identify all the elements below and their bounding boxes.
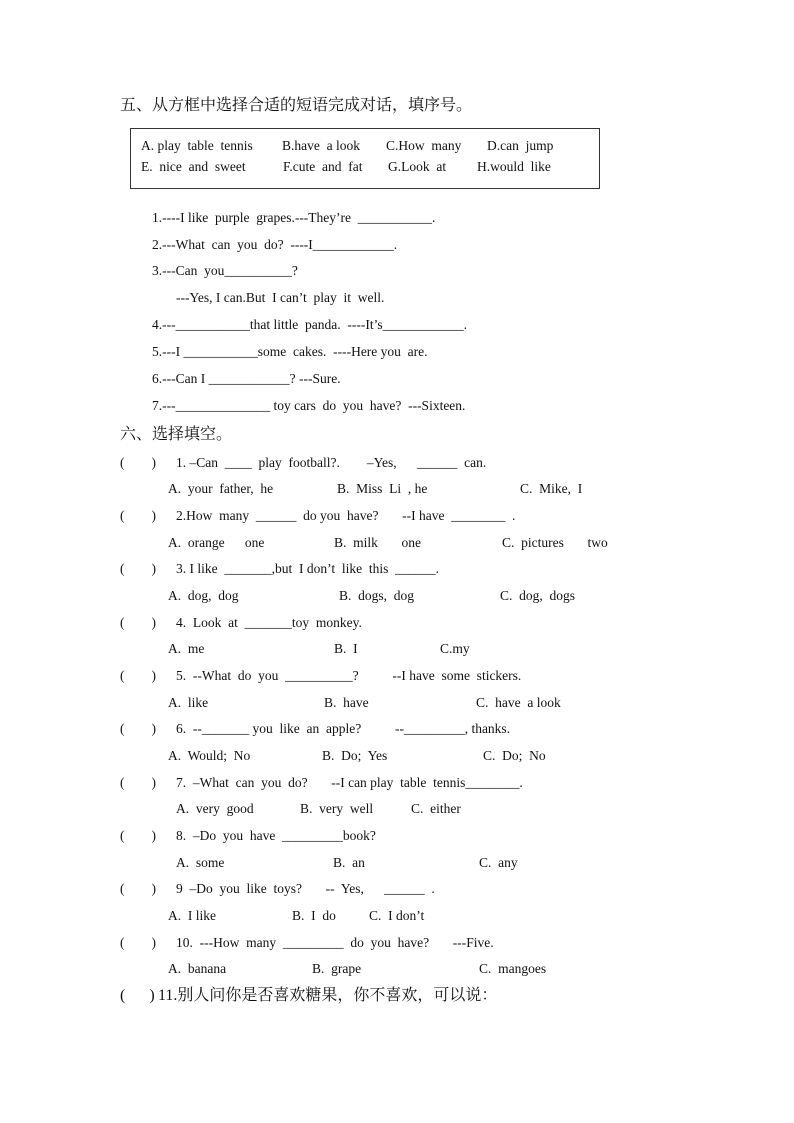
question-5: 5. --What do you __________? --I have some stickers. (176, 668, 522, 683)
q1-option-c: C. Mike, I (520, 481, 583, 496)
answer-paren[interactable]: ( ) (120, 935, 156, 950)
question-7: 7. –What can you do? --I can play table tennis________. (176, 775, 523, 790)
q6-option-c: C. Do; No (483, 748, 546, 763)
answer-paren[interactable]: ( ) (120, 721, 156, 736)
q8-option-a: A. some (176, 855, 225, 870)
box-option-e: E. nice and sweet (141, 159, 246, 174)
q10-option-a: A. banana (168, 961, 227, 976)
answer-paren[interactable]: ( ) (120, 455, 156, 470)
box-option-c: C.How many (386, 138, 462, 153)
answer-paren[interactable]: ( ) (120, 668, 156, 683)
question-1: 1. –Can ____ play football?. –Yes, ______ can. (176, 455, 487, 470)
q7-option-a: A. very good (176, 801, 254, 816)
q3-option-b: B. dogs, dog (339, 588, 415, 603)
box-option-h: H.would like (477, 159, 551, 174)
question-9: 9 –Do you like toys? -- Yes, ______ . (176, 881, 435, 896)
s5-line-2: 2.---What can you do? ----I____________. (152, 237, 398, 252)
question-2: 2.How many ______ do you have? --I have ________ . (176, 508, 516, 523)
answer-paren[interactable]: ( ) (120, 615, 156, 630)
s5-line-6: 6.---Can I ____________? ---Sure. (152, 371, 341, 386)
answer-paren[interactable]: ( ) (120, 987, 155, 1004)
box-option-g: G.Look at (388, 159, 447, 174)
question-4: 4. Look at _______toy monkey. (176, 615, 362, 630)
s5-line-3: 3.---Can you__________? (152, 263, 298, 278)
question-8: 8. –Do you have _________book? (176, 828, 376, 843)
answer-paren[interactable]: ( ) (120, 775, 156, 790)
q7-option-c: C. either (411, 801, 461, 816)
q1-option-b: B. Miss Li , he (337, 481, 428, 496)
q5-option-a: A. like (168, 695, 209, 710)
q5-option-b: B. have (324, 695, 369, 710)
box-option-f: F.cute and fat (283, 159, 363, 174)
box-option-a: A. play table tennis (141, 138, 253, 153)
answer-paren[interactable]: ( ) (120, 561, 156, 576)
q4-option-c: C.my (440, 641, 470, 656)
box-option-d: D.can jump (487, 138, 554, 153)
question-6: 6. --_______ you like an apple? --_________, thanks. (176, 721, 511, 736)
q2-option-a: A. orange one (168, 535, 265, 550)
q2-option-c: C. pictures two (502, 535, 608, 550)
q9-option-a: A. I like (168, 908, 216, 923)
q5-option-c: C. have a look (476, 695, 561, 710)
answer-paren[interactable]: ( ) (120, 508, 156, 523)
section6-title: 六、选择填空。 (120, 426, 233, 443)
s5-line-5: 5.---I ___________some cakes. ----Here you are. (152, 344, 428, 359)
q3-option-a: A. dog, dog (168, 588, 239, 603)
q1-option-a: A. your father, he (168, 481, 274, 496)
q10-option-b: B. grape (312, 961, 362, 976)
q8-option-c: C. any (479, 855, 518, 870)
answer-paren[interactable]: ( ) (120, 828, 156, 843)
section5-title: 五、从方框中选择合适的短语完成对话，填序号。 (120, 97, 473, 114)
question-10: 10. ---How many _________ do you have? ---Five. (176, 935, 494, 950)
answer-paren[interactable]: ( ) (120, 881, 156, 896)
question-11: 11.别人问你是否喜欢糖果，你不喜欢，可以说： (158, 987, 498, 1004)
q4-option-b: B. I (334, 641, 358, 656)
q7-option-b: B. very well (300, 801, 374, 816)
q10-option-c: C. mangoes (479, 961, 547, 976)
q4-option-a: A. me (168, 641, 205, 656)
question-3: 3. I like _______,but I don’t like this ______. (176, 561, 439, 576)
q9-option-b: B. I do (292, 908, 336, 923)
q2-option-b: B. milk one (334, 535, 421, 550)
s5-line-7: 7.---______________ toy cars do you have? ---Sixteen. (152, 398, 466, 413)
q8-option-b: B. an (333, 855, 365, 870)
q9-option-c: C. I don’t (369, 908, 425, 923)
q6-option-a: A. Would; No (168, 748, 251, 763)
q3-option-c: C. dog, dogs (500, 588, 576, 603)
s5-line-3-reply: ---Yes, I can.But I can’t play it well. (176, 290, 385, 305)
s5-line-1: 1.----I like purple grapes.---They’re ___________. (152, 210, 436, 225)
box-option-b: B.have a look (282, 138, 360, 153)
s5-line-4: 4.---___________that little panda. ----It’s____________. (152, 317, 467, 332)
q6-option-b: B. Do; Yes (322, 748, 388, 763)
